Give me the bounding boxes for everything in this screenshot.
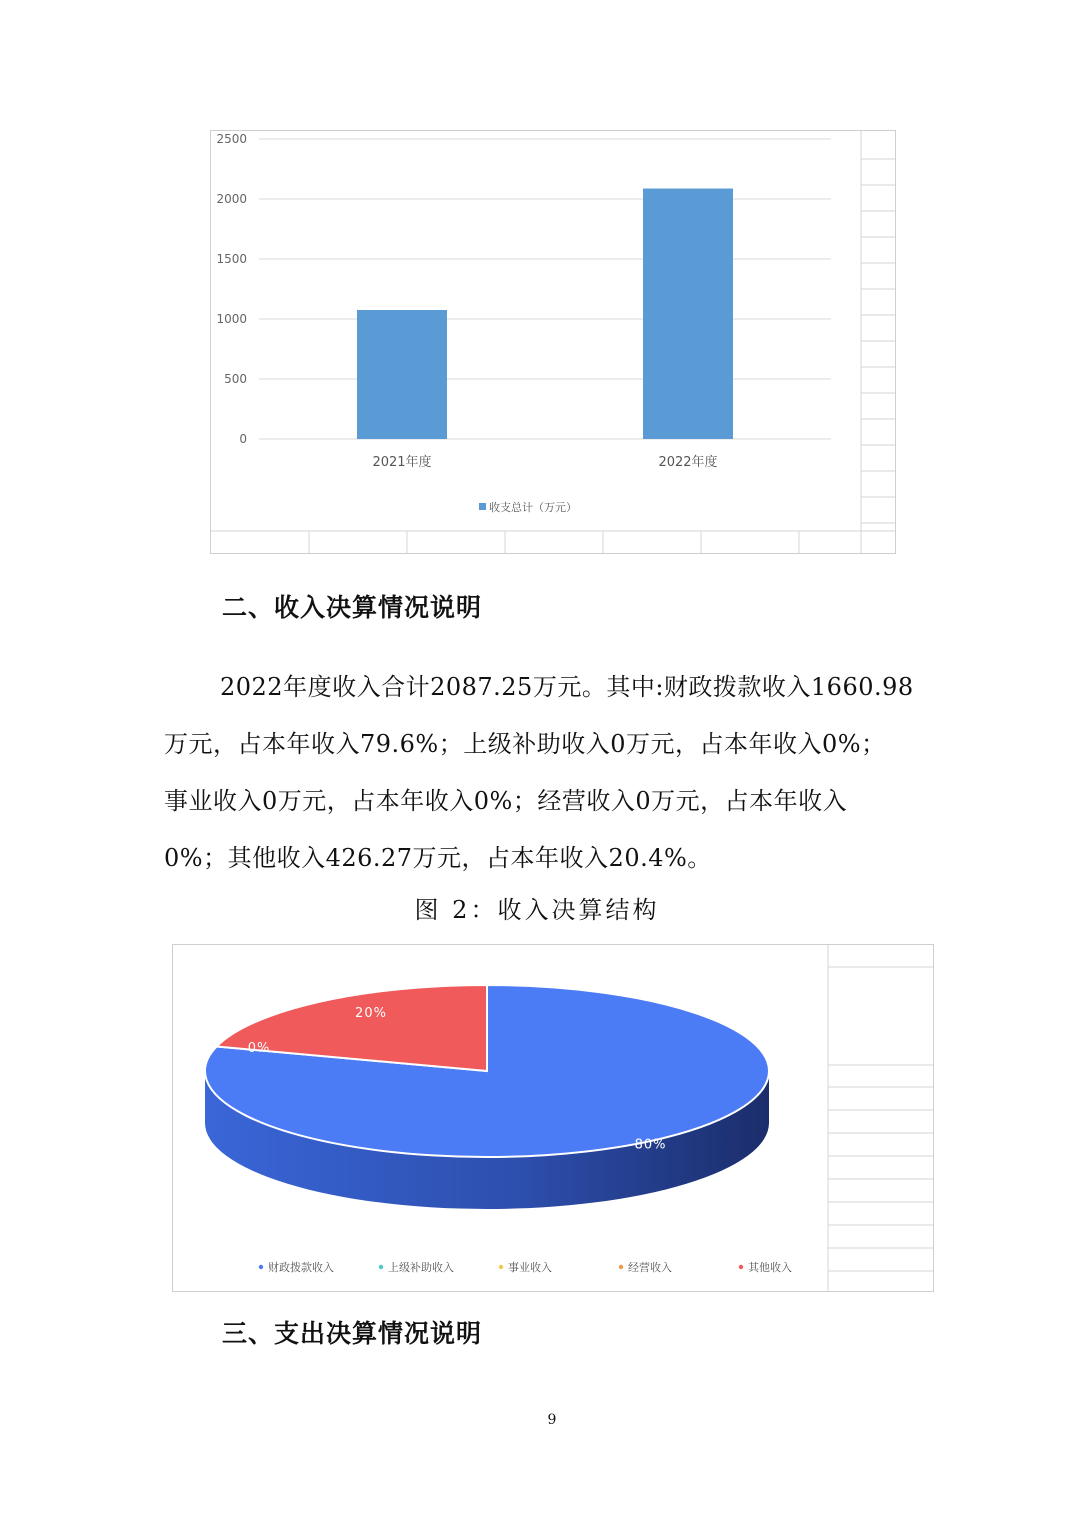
paragraph-line-2: 万元，占本年收入79.6%；上级补助收入0万元，占本年收入0%； <box>164 730 886 758</box>
legend-marker <box>739 1265 743 1269</box>
x-tick-label: 2021年度 <box>372 455 432 470</box>
legend-label: 其他收入 <box>748 1261 792 1274</box>
paragraph-line-4: 0%；其他收入426.27万元，占本年收入20.4%。 <box>164 844 712 872</box>
bar-legend <box>479 500 577 514</box>
y-tick-label: 1500 <box>216 252 247 266</box>
page-number: 9 <box>547 1412 557 1428</box>
section-heading-income: 二、收入决算情况说明 <box>222 593 483 622</box>
paragraph-line-1: 2022年度收入合计2087.25万元。其中:财政拨款收入1660.98 <box>220 673 914 701</box>
pie-data-label: 80% <box>634 1137 667 1153</box>
y-tick-label: 1000 <box>216 312 247 326</box>
pie-chart <box>173 945 933 1291</box>
legend-label: 上级补助收入 <box>388 1261 454 1274</box>
bar <box>357 310 447 439</box>
figure-caption: 图 2：收入决算结构 <box>414 896 660 924</box>
pie-data-label: 0% <box>247 1041 271 1056</box>
legend-marker <box>259 1265 263 1269</box>
legend-label: 收支总计（万元） <box>489 501 577 514</box>
bar <box>643 189 733 439</box>
legend-label: 经营收入 <box>628 1261 672 1274</box>
legend-marker <box>499 1265 503 1269</box>
section-heading-expense: 三、支出决算情况说明 <box>222 1319 483 1348</box>
sheet-lines <box>828 945 933 1291</box>
legend-label: 财政拨款收入 <box>268 1261 334 1274</box>
legend-marker <box>619 1265 623 1269</box>
sheet-lines <box>211 131 895 553</box>
y-tick-label: 2500 <box>216 132 247 146</box>
x-tick-label: 2022年度 <box>658 455 718 470</box>
legend-swatch <box>479 503 486 510</box>
bar-chart <box>211 131 895 553</box>
legend-label: 事业收入 <box>508 1261 552 1274</box>
y-tick-label: 500 <box>224 372 247 386</box>
y-tick-label: 0 <box>239 432 247 446</box>
y-tick-label: 2000 <box>216 192 247 206</box>
bar-chart-frame <box>210 130 896 554</box>
legend-marker <box>379 1265 383 1269</box>
pie-chart-frame <box>172 944 934 1292</box>
pie-data-label: 20% <box>355 1006 387 1021</box>
paragraph-line-3: 事业收入0万元，占本年收入0%；经营收入0万元，占本年收入 <box>164 787 848 815</box>
